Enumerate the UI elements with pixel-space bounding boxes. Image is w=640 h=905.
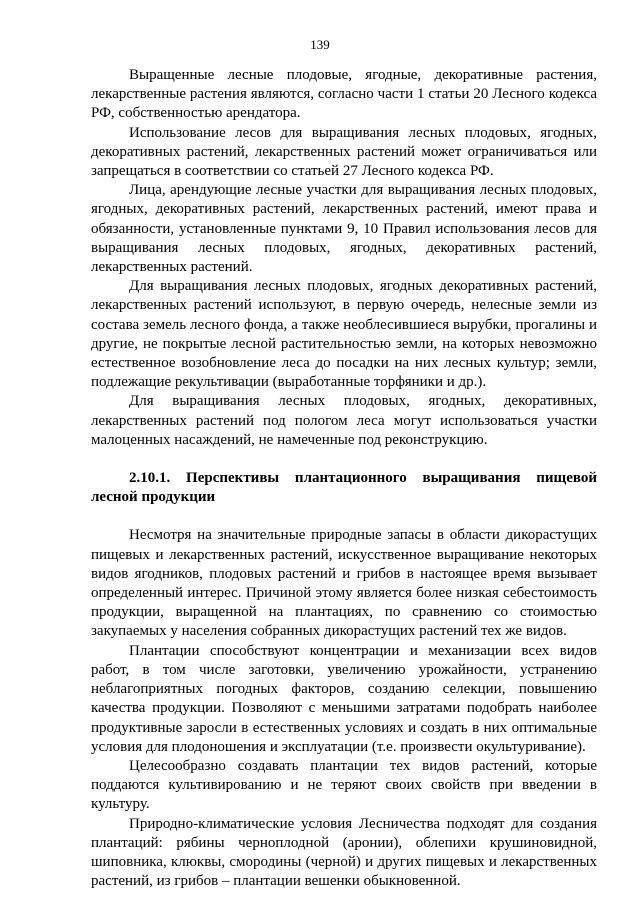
paragraph: Плантации способствуют концентрации и механизации всех видов работ, в том числе заготовки, увеличению урожайности, устранению неблагоприятных погодных факторов, созданию селекции, повышению качества продукции. Позволяют с меньшими затратами подобрать наиболее продуктивные заросли в естественных условиях и создать в них оптимальные условия для плодоношения и эксплуатации (т.е. произвести окультуривание). <box>91 642 597 755</box>
paragraph: Несмотря на значительные природные запасы в области дикорастущих пищевых и лекарственных растений, искусственное выращивание некоторых видов ягодников, плодовых растений и грибов в настоящее время вызывает определенный интерес. Причиной этому является более низкая себестоимость продукции, выращенной на плантациях, по сравнению со стоимостью закупаемых у населения собранных дикорастущих растений тех же видов. <box>91 527 597 640</box>
section-heading: 2.10.1. Перспективы плантационного выращивания пищевой лесной продукции <box>91 470 597 506</box>
document-body <box>91 66 597 891</box>
page-number: 139 <box>310 37 330 52</box>
paragraph: Для выращивания лесных плодовых, ягодных, декоративных, лекарственных растений под пологом леса могут использоваться участки малоценных насаждений, не намеченные под реконструкцию. <box>91 393 597 448</box>
paragraph: Для выращивания лесных плодовых, ягодных декоративных растений, лекарственных растений используют, в первую очередь, нелесные земли из состава земель лесного фонда, а также необлесившиеся вырубки, прогалины и другие, не покрытые лесной растительностью земли, на которых невозможно естественное возобновление леса до посадки на них лесных культур; земли, подлежащие рекультивации (выработанные торфяники и др.). <box>91 278 597 391</box>
paragraph: Лица, арендующие лесные участки для выращивания лесных плодовых, ягодных, декоративных растений, лекарственных растений, имеют права и обязанности, установленные пунктами 9, 10 Правил использования лесов для выращивания лесных плодовых, ягодных, декоративных растений, лекарственных растений. <box>91 182 597 276</box>
paragraph: Использование лесов для выращивания лесных плодовых, ягодных, декоративных растений, лекарственных растений может ограничиваться или запрещаться в соответствии со статьей 27 Лесного кодекса РФ. <box>91 124 597 180</box>
paragraph: Целесообразно создавать плантации тех видов растений, которые поддаются культивированию и не теряют своих свойств при введении в культуру. <box>91 757 597 813</box>
paragraph: Выращенные лесные плодовые, ягодные, декоративные растения, лекарственные растения являются, согласно части 1 статьи 20 Лесного кодекса РФ, собственностью арендатора. <box>91 67 597 122</box>
paragraph: Природно-климатические условия Лесничества подходят для создания плантаций: рябины черноплодной (аронии), облепихи крушиновидной, шиповника, клюквы, смородины (черной) и других пищевых и лекарственных растений, из грибов – плантации вешенки обыкновенной. <box>91 815 597 890</box>
